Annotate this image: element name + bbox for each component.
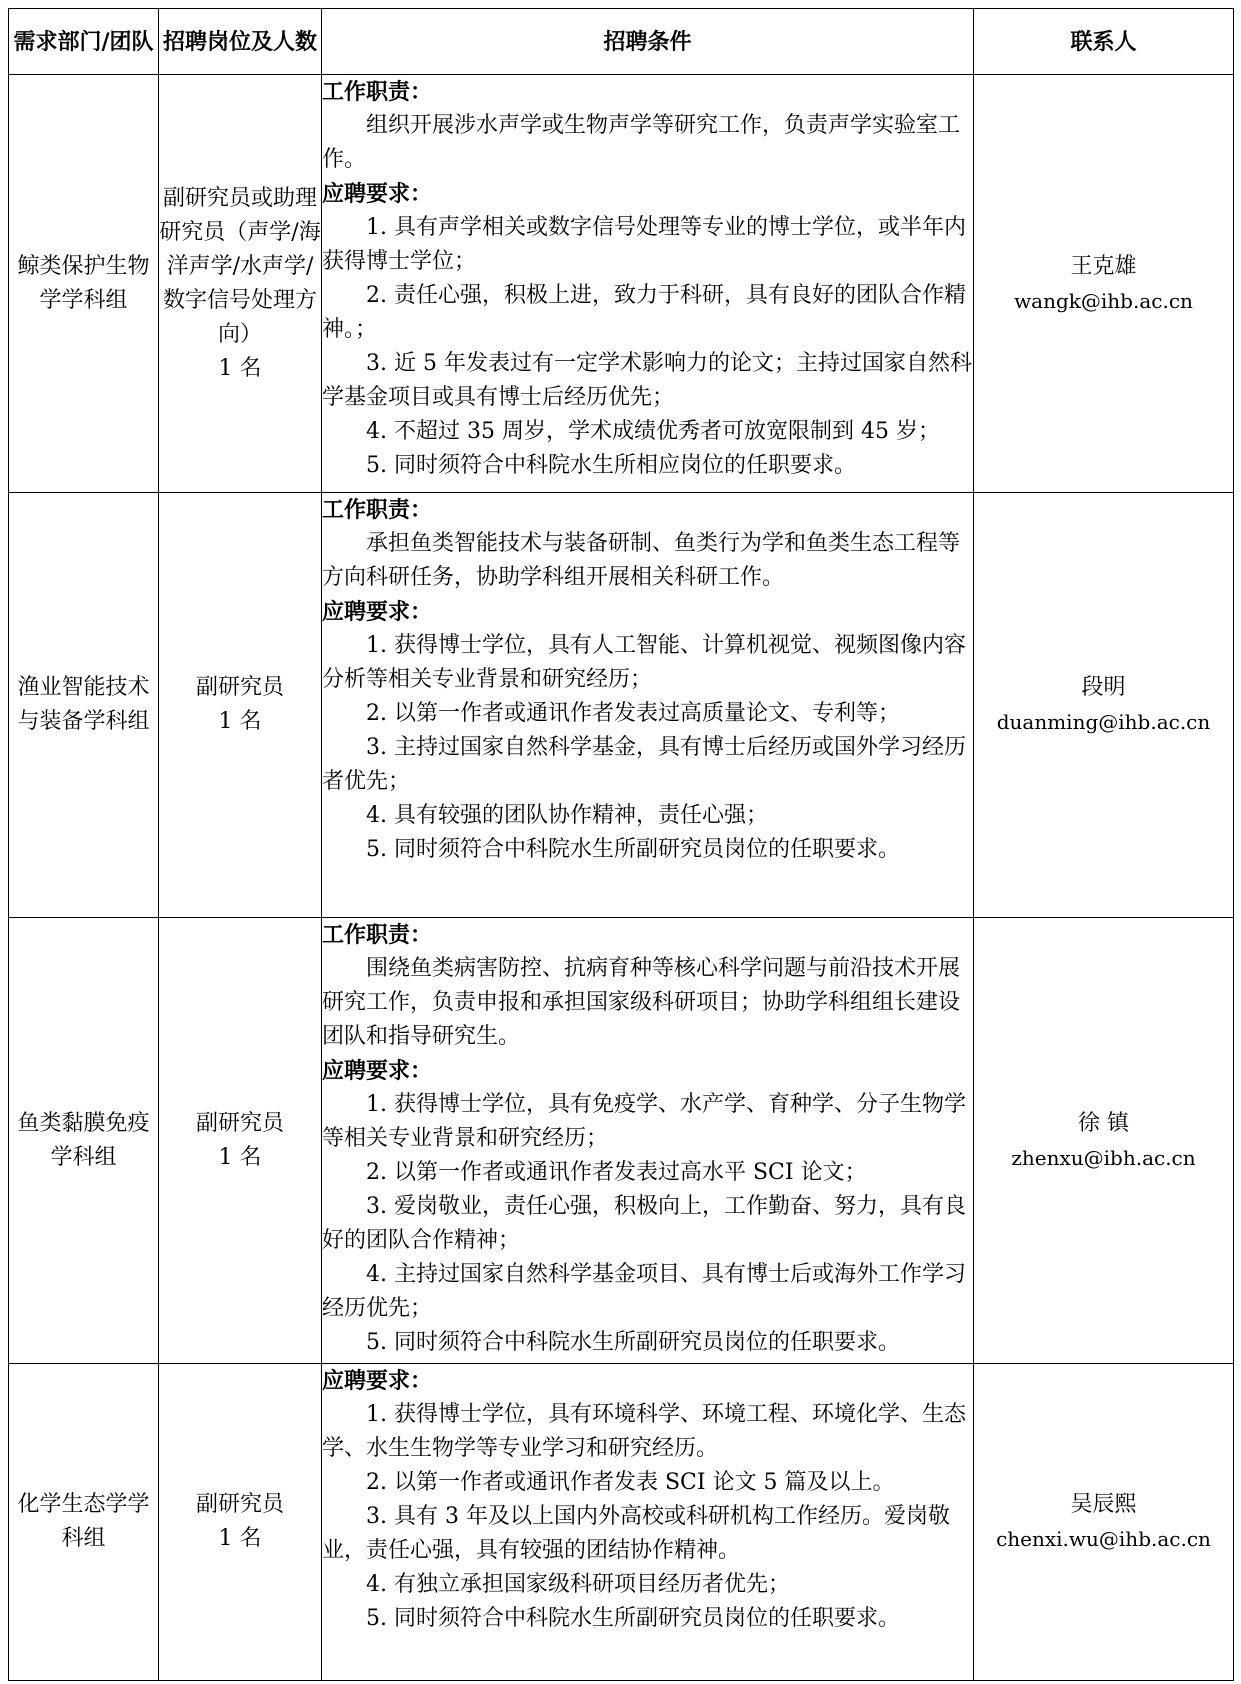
position-cell xyxy=(159,493,322,918)
requirement-item: 3. 爱岗敬业，责任心强，积极向上，工作勤奋、努力，具有良好的团队合作精神； xyxy=(322,1194,966,1253)
position-cell xyxy=(159,75,322,493)
contact-email[interactable]: duanming@ihb.ac.cn xyxy=(996,710,1211,734)
contact-name: 吴辰熙 xyxy=(1070,1492,1137,1517)
position-title: 副研究员或助理研究员（声学/海洋声学/水声学/数字信号处理方向） xyxy=(159,185,321,347)
conditions-cell xyxy=(322,1364,974,1681)
position-cell xyxy=(159,918,322,1364)
conditions-cell xyxy=(322,75,974,493)
table-row xyxy=(9,493,1234,918)
header-contact: 联系人 xyxy=(974,9,1234,75)
position-title: 副研究员 xyxy=(195,1492,284,1517)
requirement-item: 1. 获得博士学位，具有免疫学、水产学、育种学、分子生物学等相关专业背景和研究经历； xyxy=(322,1092,966,1151)
position-title: 副研究员 xyxy=(195,1110,284,1136)
duty-text: 围绕鱼类病害防控、抗病育种等核心科学问题与前沿技术开展研究工作，负责申报和承担国家级科研项目；协助学科组组长建设团队和指导研究生。 xyxy=(322,956,961,1049)
requirement-item: 1. 具有声学相关或数字信号处理等专业的博士学位，或半年内获得博士学位； xyxy=(322,215,966,274)
dept-cell: 化学生态学学科组 xyxy=(9,1364,159,1681)
requirement-item: 5. 同时须符合中科院水生所相应岗位的任职要求。 xyxy=(366,453,856,478)
header-position: 招聘岗位及人数 xyxy=(159,9,322,75)
requirement-item: 4. 有独立承担国家级科研项目经历者优先； xyxy=(366,1572,790,1597)
contact-email[interactable]: wangk@ihb.ac.cn xyxy=(1014,288,1193,313)
requirements-heading: 应聘要求： xyxy=(322,1368,433,1394)
requirement-item: 4. 主持过国家自然科学基金项目、具有博士后或海外工作学习经历优先； xyxy=(322,1262,966,1321)
requirement-item: 3. 具有 3 年及以上国内外高校或科研机构工作经历。爱岗敬业，责任心强，具有较强的团结协作精神。 xyxy=(322,1504,950,1563)
requirement-item: 1. 获得博士学位，具有环境科学、环境工程、环境化学、生态学、水生生物学等专业学习和研究经历。 xyxy=(322,1402,966,1461)
duty-text: 承担鱼类智能技术与装备研制、鱼类行为学和鱼类生态工程等方向科研任务，协助学科组开展相关科研工作。 xyxy=(322,531,961,590)
duty-heading: 工作职责： xyxy=(322,922,433,948)
position-count: 1 名 xyxy=(218,355,262,381)
requirements-heading: 应聘要求： xyxy=(322,181,433,207)
position-cell xyxy=(159,1364,322,1681)
header-conditions: 招聘条件 xyxy=(322,9,974,75)
requirement-item: 2. 以第一作者或通讯作者发表 SCI 论文 5 篇及以上。 xyxy=(366,1470,895,1495)
contact-cell xyxy=(974,918,1234,1364)
contact-name: 段明 xyxy=(1081,675,1126,700)
contact-email[interactable]: chenxi.wu@ihb.ac.cn xyxy=(996,1527,1211,1551)
requirement-item: 2. 责任心强，积极上进，致力于科研，具有良好的团队合作精神。； xyxy=(322,283,966,342)
position-title: 副研究员 xyxy=(195,675,284,700)
contact-cell xyxy=(974,493,1234,918)
header-row xyxy=(9,9,1234,75)
requirement-item: 3. 近 5 年发表过有一定学术影响力的论文；主持过国家自然科学基金项目或具有博士后经历优先； xyxy=(322,351,972,410)
contact-name: 王克雄 xyxy=(1070,253,1137,279)
requirement-item: 1. 获得博士学位，具有人工智能、计算机视觉、视频图像内容分析等相关专业背景和研究经历； xyxy=(322,633,966,692)
dept-cell: 鲸类保护生物学学科组 xyxy=(9,75,159,493)
duty-heading: 工作职责： xyxy=(322,79,433,105)
contact-name: 徐 镇 xyxy=(1078,1110,1129,1136)
requirement-item: 3. 主持过国家自然科学基金，具有博士后经历或国外学习经历者优先； xyxy=(322,735,966,794)
position-count: 1 名 xyxy=(218,1526,262,1551)
conditions-cell xyxy=(322,493,974,918)
table-row xyxy=(9,1364,1234,1681)
requirement-item: 4. 具有较强的团队协作精神，责任心强； xyxy=(366,803,768,828)
contact-email[interactable]: zhenxu@ibh.ac.cn xyxy=(1011,1145,1196,1170)
conditions-cell xyxy=(322,918,974,1364)
requirement-item: 5. 同时须符合中科院水生所副研究员岗位的任职要求。 xyxy=(366,1606,900,1631)
requirement-item: 2. 以第一作者或通讯作者发表过高质量论文、专利等； xyxy=(366,701,900,726)
duty-heading: 工作职责： xyxy=(322,497,433,523)
recruitment-table xyxy=(8,8,1234,1681)
contact-cell xyxy=(974,75,1234,493)
table-row xyxy=(9,918,1234,1364)
requirements-heading: 应聘要求： xyxy=(322,599,433,625)
header-dept: 需求部门/团队 xyxy=(9,9,159,75)
duty-text: 组织开展涉水声学或生物声学等研究工作，负责声学实验室工作。 xyxy=(322,113,961,172)
contact-cell xyxy=(974,1364,1234,1681)
requirement-item: 2. 以第一作者或通讯作者发表过高水平 SCI 论文； xyxy=(366,1160,867,1185)
requirement-item: 5. 同时须符合中科院水生所副研究员岗位的任职要求。 xyxy=(366,837,900,862)
position-count: 1 名 xyxy=(218,1144,262,1170)
table-row xyxy=(9,75,1234,493)
dept-cell: 渔业智能技术与装备学科组 xyxy=(9,493,159,918)
requirements-heading: 应聘要求： xyxy=(322,1058,433,1084)
position-count: 1 名 xyxy=(218,709,262,734)
requirement-item: 4. 不超过 35 周岁，学术成绩优秀者可放宽限制到 45 岁； xyxy=(366,419,940,444)
requirement-item: 5. 同时须符合中科院水生所副研究员岗位的任职要求。 xyxy=(366,1330,900,1355)
dept-cell: 鱼类黏膜免疫学科组 xyxy=(9,918,159,1364)
